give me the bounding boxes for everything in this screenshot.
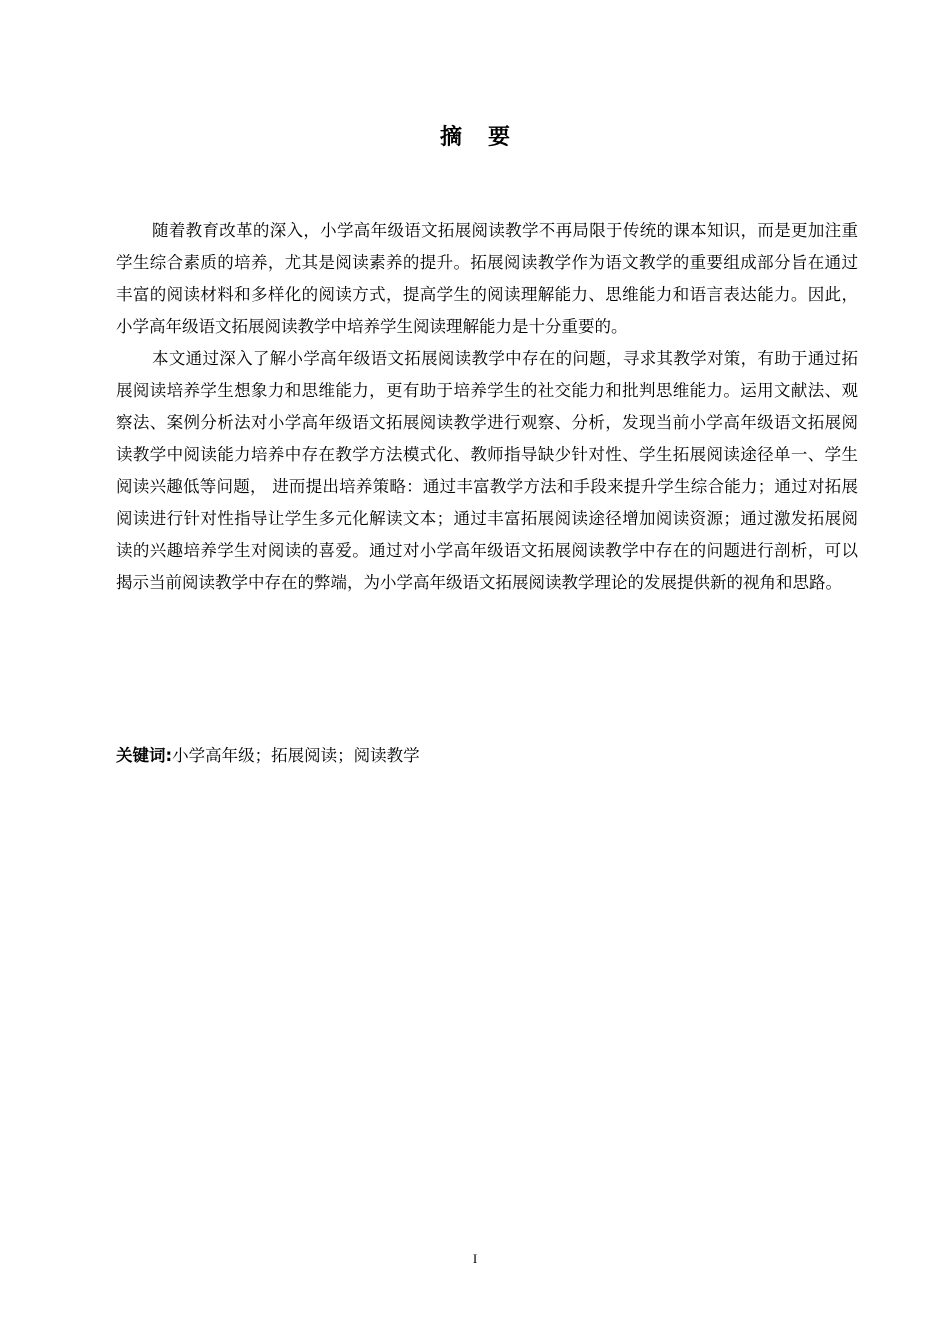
- keywords-value: 小学高年级；拓展阅读；阅读教学: [172, 746, 420, 765]
- page-number: I: [472, 1251, 478, 1266]
- abstract-paragraph-1: 随着教育改革的深入，小学高年级语文拓展阅读教学不再局限于传统的课本知识，而是更加注重学生综合素质的培养，尤其是阅读素养的提升。拓展阅读教学作为语文教学的重要组成部分旨在通过丰富的阅读材料和多样化的阅读方式，提高学生的阅读理解能力、思维能力和语言表达能力。因此， 小学高年级语文拓展阅读教学中培养学生阅读理解能力是十分重要的。: [116, 221, 858, 336]
- keywords-line: [116, 740, 858, 772]
- abstract-body: [116, 215, 858, 599]
- abstract-title: 摘要: [439, 125, 536, 150]
- abstract-paragraph-2: 本文通过深入了解小学高年级语文拓展阅读教学中存在的问题，寻求其教学对策，有助于通过拓展阅读培养学生想象力和思维能力，更有助于培养学生的社交能力和批判思维能力。运用文献法、观察法、案例分析法对小学高年级语文拓展阅读教学进行观察、分析，发现当前小学高年级语文拓展阅读教学中阅读能力培养中存在教学方法模式化、教师指导缺少针对性、学生拓展阅读途径单一、学生阅读兴趣低等问题， 进而提出培养策略：通过丰富教学方法和手段来提升学生综合能力；通过对拓展阅读进行针对性指导让学生多元化解读文本；通过丰富拓展阅读途径增加阅读资源；通过激发拓展阅读的兴趣培养学生对阅读的喜爱。通过对小学高年级语文拓展阅读教学中存在的问题进行剖析，可以揭示当前阅读教学中存在的弊端，为小学高年级语文拓展阅读教学理论的发展提供新的视角和思路。: [116, 349, 858, 592]
- keywords-label: 关键词:: [116, 746, 173, 765]
